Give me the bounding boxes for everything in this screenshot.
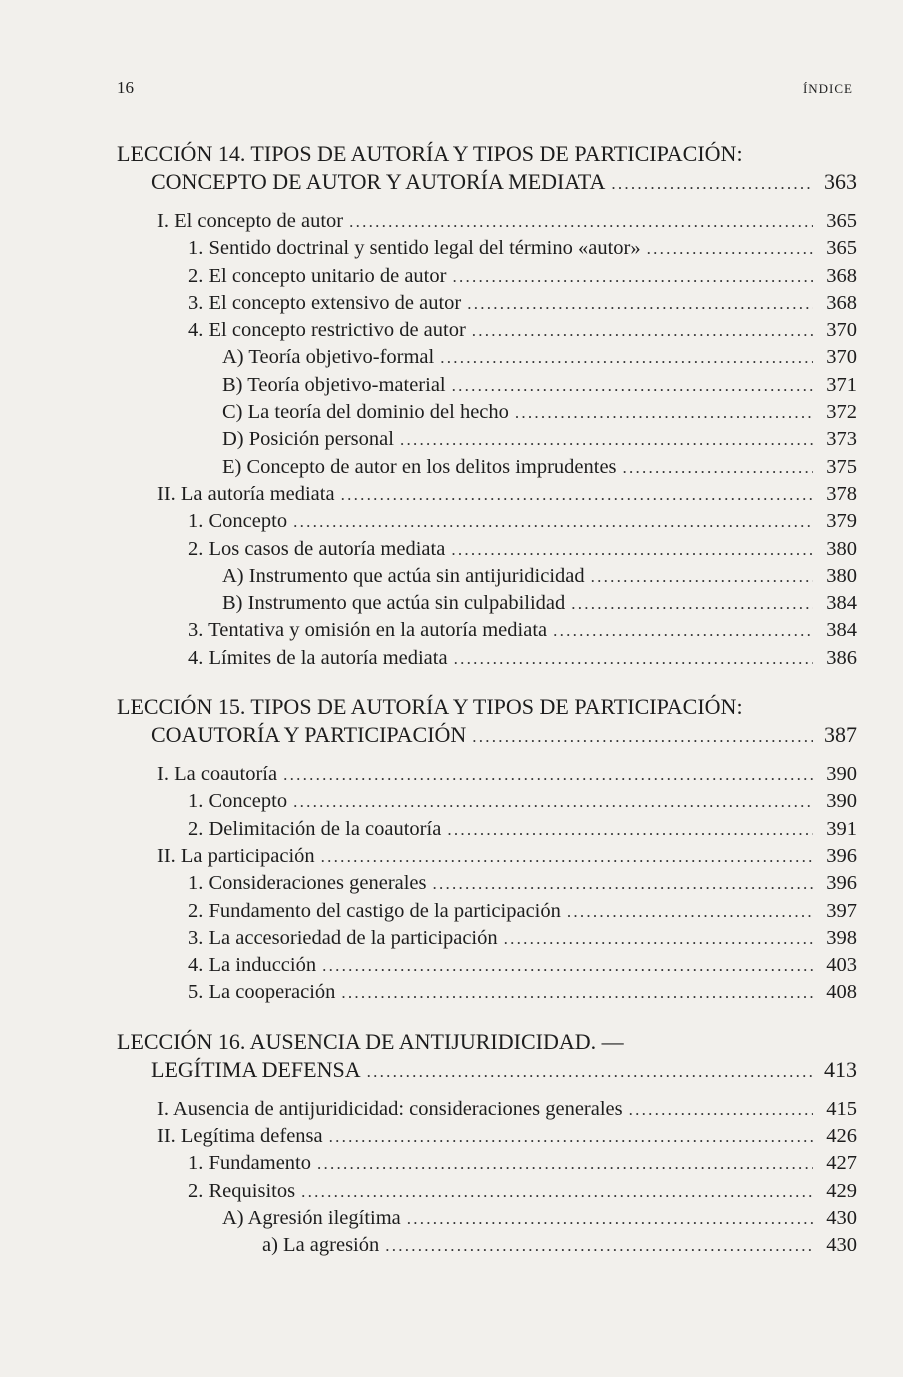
dot-leader xyxy=(454,645,813,672)
toc-entry-label: I. El concepto de autor xyxy=(157,210,344,232)
toc-entry-page: 379 xyxy=(826,510,857,533)
toc-entry-label: A) Agresión ilegítima xyxy=(222,1206,401,1229)
dot-leader xyxy=(447,816,813,843)
toc-entry-page: 403 xyxy=(826,954,857,977)
dot-leader xyxy=(301,1178,813,1205)
toc-entry-label: II. La participación xyxy=(157,844,315,867)
dot-leader xyxy=(467,290,813,317)
toc-entry xyxy=(117,263,857,290)
dot-leader xyxy=(385,1232,813,1259)
dot-leader xyxy=(571,590,813,617)
page-number: 16 xyxy=(117,78,134,97)
toc-entry xyxy=(117,290,857,317)
toc-entry-page: 368 xyxy=(826,291,857,314)
toc-entry-page: 397 xyxy=(826,899,857,922)
toc-entry xyxy=(117,617,857,644)
dot-leader xyxy=(647,235,813,262)
toc-entry-page: 365 xyxy=(826,210,857,232)
toc-entry xyxy=(117,508,857,535)
lesson-page-number: 363 xyxy=(824,169,857,194)
lesson-page-number: 413 xyxy=(824,1056,857,1082)
toc-entry-page: 373 xyxy=(826,428,857,451)
toc-entry-page: 430 xyxy=(826,1206,857,1229)
lesson-title-continuation xyxy=(151,721,857,749)
toc-entry-page: 384 xyxy=(826,592,857,615)
toc-entry-label: 4. El concepto restrictivo de autor xyxy=(188,319,466,342)
dot-leader xyxy=(472,723,813,751)
running-head xyxy=(117,78,853,98)
dot-leader xyxy=(504,925,813,952)
dot-leader xyxy=(341,481,813,508)
toc-entry-label: C) La teoría del dominio del hecho xyxy=(222,401,509,424)
toc-entry-page: 365 xyxy=(826,237,857,260)
toc-entry xyxy=(117,563,857,590)
lesson-subtitle: LEGÍTIMA DEFENSA xyxy=(151,1056,361,1082)
lesson-section xyxy=(117,693,857,1007)
toc-entry xyxy=(117,481,857,508)
toc-entry-page: 396 xyxy=(826,872,857,895)
dot-leader xyxy=(322,952,813,979)
toc-entry-page: 372 xyxy=(826,401,857,424)
toc-entry-label: 2. Fundamento del castigo de la participación xyxy=(188,899,561,922)
toc-entry-label: E) Concepto de autor en los delitos imprudentes xyxy=(222,455,617,478)
dot-leader xyxy=(591,563,813,590)
toc-entry-label: B) Teoría objetivo-material xyxy=(222,373,446,396)
dot-leader xyxy=(623,454,813,481)
toc-entry-page: 384 xyxy=(826,619,857,642)
toc-entry-page: 370 xyxy=(826,319,857,342)
toc-entry-page: 391 xyxy=(826,817,857,840)
lesson-title: LECCIÓN 16. AUSENCIA DE ANTIJURIDICIDAD. — xyxy=(117,1028,624,1054)
toc-entry-label: 2. Delimitación de la coautoría xyxy=(188,817,442,840)
toc-entry xyxy=(117,235,857,262)
lesson-section xyxy=(117,1028,857,1260)
toc-entry xyxy=(117,1123,857,1150)
dot-leader xyxy=(349,208,813,235)
toc-entry-label: 1. Sentido doctrinal y sentido legal del término «autor» xyxy=(188,237,641,260)
toc-entry xyxy=(117,1150,857,1177)
toc-entry xyxy=(117,898,857,925)
toc-entry xyxy=(117,925,857,952)
toc-entry-label: 2. El concepto unitario de autor xyxy=(188,264,447,287)
toc-entry-page: 408 xyxy=(826,981,857,1004)
dot-leader xyxy=(629,1096,813,1123)
table-of-contents xyxy=(117,140,857,1281)
toc-entry-page: 430 xyxy=(826,1234,857,1257)
toc-entry-label: B) Instrumento que actúa sin culpabilidad xyxy=(222,592,566,615)
dot-leader xyxy=(515,399,813,426)
toc-entry xyxy=(117,870,857,897)
toc-entry xyxy=(117,761,857,788)
toc-entry-page: 371 xyxy=(826,373,857,396)
toc-entry xyxy=(117,536,857,563)
dot-leader xyxy=(283,761,813,788)
dot-leader xyxy=(317,1150,813,1177)
toc-entry xyxy=(117,399,857,426)
toc-entry-label: I. Ausencia de antijuridicidad: consideraciones generales xyxy=(157,1097,623,1120)
toc-entry xyxy=(117,645,857,672)
lesson-title-continuation xyxy=(151,168,857,196)
toc-entry-page: 380 xyxy=(826,564,857,587)
toc-entry-page: 415 xyxy=(826,1097,857,1120)
toc-entry xyxy=(117,344,857,371)
dot-leader xyxy=(400,426,813,453)
toc-entry-label: II. Legítima defensa xyxy=(157,1125,323,1148)
toc-entry-page: 386 xyxy=(826,646,857,669)
lesson-title: LECCIÓN 15. TIPOS DE AUTORÍA Y TIPOS DE PARTICIPACIÓN: xyxy=(117,694,743,720)
toc-entry xyxy=(117,208,857,235)
toc-entry-page: 426 xyxy=(826,1125,857,1148)
toc-entry-label: 1. Concepto xyxy=(188,790,288,813)
toc-entry xyxy=(117,1096,857,1123)
dot-leader xyxy=(321,843,813,870)
toc-entry xyxy=(117,816,857,843)
dot-leader xyxy=(611,170,813,198)
toc-entry-page: 398 xyxy=(826,926,857,949)
toc-entry-label: D) Posición personal xyxy=(222,428,394,451)
toc-entry xyxy=(117,454,857,481)
dot-leader xyxy=(553,617,813,644)
toc-entry-label: a) La agresión xyxy=(262,1234,380,1257)
toc-entry-label: I. La coautoría xyxy=(157,763,278,786)
toc-entry-page: 368 xyxy=(826,264,857,287)
toc-entry-page: 378 xyxy=(826,482,857,505)
toc-entry-label: 1. Consideraciones generales xyxy=(188,872,427,895)
dot-leader xyxy=(440,344,813,371)
toc-entry-page: 396 xyxy=(826,844,857,867)
toc-entry-label: 3. El concepto extensivo de autor xyxy=(188,291,462,314)
lesson-subtitle: CONCEPTO DE AUTOR Y AUTORÍA MEDIATA xyxy=(151,169,606,194)
toc-entry xyxy=(117,979,857,1006)
running-title: ÍNDICE xyxy=(802,81,853,96)
toc-entry-page: 380 xyxy=(826,537,857,560)
toc-entry-label: A) Instrumento que actúa sin antijuridicidad xyxy=(222,564,585,587)
toc-entry xyxy=(117,317,857,344)
toc-entry-label: 4. Límites de la autoría mediata xyxy=(188,646,448,669)
dot-leader xyxy=(472,317,813,344)
toc-entry xyxy=(117,843,857,870)
toc-entry xyxy=(117,372,857,399)
lesson-subtitle: COAUTORÍA Y PARTICIPACIÓN xyxy=(151,722,467,748)
toc-entry-page: 390 xyxy=(826,763,857,786)
dot-leader xyxy=(407,1205,813,1232)
toc-entry-label: A) Teoría objetivo-formal xyxy=(222,346,435,369)
lesson-page-number: 387 xyxy=(824,722,857,748)
dot-leader xyxy=(451,536,813,563)
toc-entry xyxy=(117,426,857,453)
toc-entry-label: 3. La accesoriedad de la participación xyxy=(188,926,498,949)
dot-leader xyxy=(329,1123,813,1150)
toc-entry xyxy=(117,1205,857,1232)
toc-entry-label: 4. La inducción xyxy=(188,954,317,977)
toc-entry-page: 375 xyxy=(826,455,857,478)
dot-leader xyxy=(567,898,813,925)
toc-entry-label: 1. Concepto xyxy=(188,510,288,533)
dot-leader xyxy=(341,979,813,1006)
dot-leader xyxy=(367,1058,813,1086)
toc-entry xyxy=(117,1178,857,1205)
toc-entry-label: 5. La cooperación xyxy=(188,981,336,1004)
toc-entry xyxy=(117,952,857,979)
lesson-title: LECCIÓN 14. TIPOS DE AUTORÍA Y TIPOS DE PARTICIPACIÓN: xyxy=(117,141,743,166)
dot-leader xyxy=(452,372,813,399)
toc-entry xyxy=(117,590,857,617)
dot-leader xyxy=(433,870,813,897)
toc-entry-label: 2. Los casos de autoría mediata xyxy=(188,537,446,560)
dot-leader xyxy=(293,508,813,535)
toc-entry-page: 427 xyxy=(826,1152,857,1175)
toc-entry xyxy=(117,788,857,815)
lesson-section xyxy=(117,140,857,672)
toc-entry-label: II. La autoría mediata xyxy=(157,482,335,505)
toc-entry-label: 1. Fundamento xyxy=(188,1152,311,1175)
toc-entry-page: 370 xyxy=(826,346,857,369)
lesson-title-continuation xyxy=(151,1056,857,1084)
toc-entry xyxy=(117,1232,857,1259)
toc-entry-page: 429 xyxy=(826,1179,857,1202)
toc-entry-page: 390 xyxy=(826,790,857,813)
dot-leader xyxy=(452,263,813,290)
toc-entry-label: 2. Requisitos xyxy=(188,1179,296,1202)
toc-entry-label: 3. Tentativa y omisión en la autoría mediata xyxy=(188,619,548,642)
dot-leader xyxy=(293,788,813,815)
